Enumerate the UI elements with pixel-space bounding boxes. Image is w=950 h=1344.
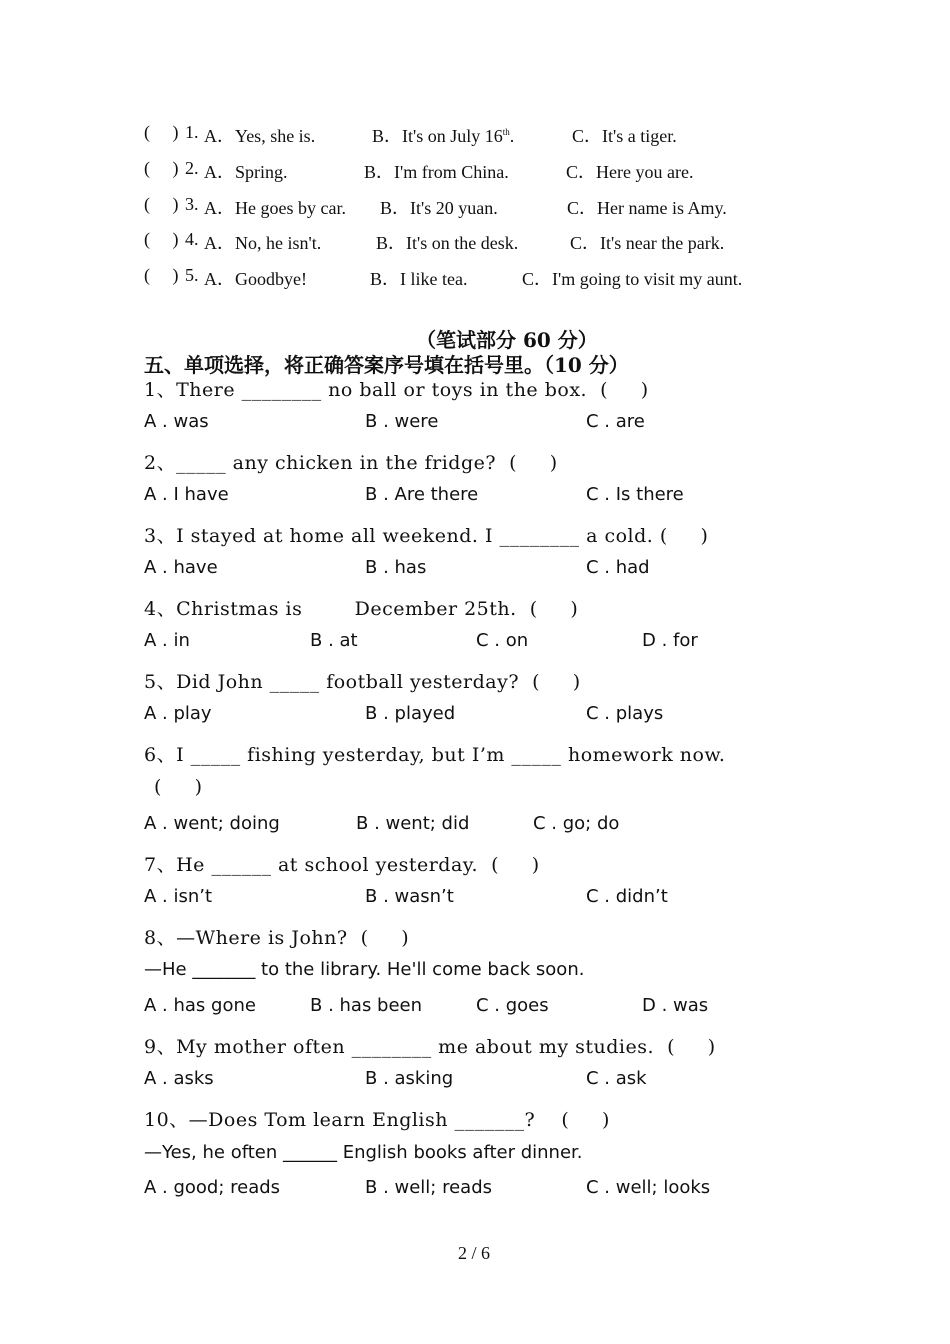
question-number: 5.: [185, 265, 199, 285]
question-text: 3、I stayed at home all weekend. I ________ a cold. ( ): [144, 525, 709, 547]
question-text: 8、—Where is John? ( ): [144, 927, 410, 949]
question-text: 2、_____ any chicken in the fridge? ( ): [144, 452, 558, 474]
option-a: A．No, he isn't.: [204, 233, 322, 253]
option-b: B . Are there: [365, 484, 479, 505]
option-a: A . play: [144, 703, 212, 724]
option-b: B . went; did: [356, 813, 470, 834]
question-text: 5、Did John _____ football yesterday? ( ): [144, 671, 581, 693]
option-a: A . went; doing: [144, 813, 280, 834]
option-c: C．It's a tiger.: [572, 126, 677, 146]
question-response: —Yes, he often ______ English books after dinner.: [144, 1142, 583, 1163]
option-c: C . are: [586, 411, 645, 432]
section-five-title: 五、单项选择，将正确答案序号填在括号里。（10 分）: [144, 353, 629, 377]
option-a: A . have: [144, 557, 218, 578]
answer-bracket: ( ): [144, 194, 179, 214]
option-c: C . on: [476, 630, 529, 651]
question-response: —He _______ to the library. He'll come back soon.: [144, 959, 585, 980]
answer-bracket: ( ): [144, 158, 179, 178]
question-number: 2.: [185, 158, 199, 178]
option-c: C . well; looks: [586, 1177, 711, 1198]
option-a: A . asks: [144, 1068, 214, 1089]
option-a: A . I have: [144, 484, 229, 505]
question-text: 1、There ________ no ball or toys in the box. ( ): [144, 379, 649, 401]
option-b: B . asking: [365, 1068, 454, 1089]
option-b: B．I'm from China.: [364, 162, 509, 182]
option-a: A．He goes by car.: [204, 198, 346, 218]
written-part-title: （笔试部分 60 分）: [416, 328, 598, 352]
option-b: B．It's on July 16th.: [372, 126, 515, 146]
option-a: A . was: [144, 411, 209, 432]
option-c: C . didn’t: [586, 886, 668, 907]
question-number: 4.: [185, 229, 199, 249]
question-text: 6、I _____ fishing yesterday, but I’m _____ homework now.: [144, 744, 726, 766]
answer-bracket: ( ): [144, 122, 179, 142]
option-b: B . were: [365, 411, 439, 432]
option-a: A．Yes, she is.: [204, 126, 316, 146]
option-c: C．Here you are.: [566, 162, 694, 182]
page-number: 2 / 6: [458, 1243, 491, 1263]
option-b: B．It's 20 yuan.: [380, 198, 498, 218]
option-c: C．I'm going to visit my aunt.: [522, 269, 743, 289]
option-b: B．It's on the desk.: [376, 233, 519, 253]
option-a: A . good; reads: [144, 1177, 281, 1198]
option-a: A . isn’t: [144, 886, 213, 907]
option-b: B．I like tea.: [370, 269, 468, 289]
question-text: 9、My mother often ________ me about my studies. ( ): [144, 1036, 716, 1058]
option-c: C . goes: [476, 995, 549, 1016]
option-c: C．Her name is Amy.: [567, 198, 727, 218]
option-b: B . played: [365, 703, 456, 724]
option-b: B . has been: [310, 995, 423, 1016]
question-text: 4、Christmas is December 25th. ( ): [144, 598, 579, 620]
option-b: B . well; reads: [365, 1177, 493, 1198]
answer-bracket: ( ): [154, 776, 203, 798]
option-d: D . for: [642, 630, 698, 651]
option-c: C . go; do: [533, 813, 620, 834]
option-a: A．Goodbye!: [204, 269, 307, 289]
option-d: D . was: [642, 995, 709, 1016]
option-c: C．It's near the park.: [570, 233, 725, 253]
option-a: A . has gone: [144, 995, 256, 1016]
option-a: A．Spring.: [204, 162, 288, 182]
question-number: 3.: [185, 194, 199, 214]
option-a: A . in: [144, 630, 190, 651]
option-c: C . plays: [586, 703, 664, 724]
option-b: B . at: [310, 630, 358, 651]
question-text: 7、He ______ at school yesterday. ( ): [144, 854, 540, 876]
option-c: C . had: [586, 557, 650, 578]
answer-bracket: ( ): [144, 265, 179, 285]
question-text: 10、—Does Tom learn English _______? ( ): [144, 1109, 610, 1131]
option-b: B . wasn’t: [365, 886, 454, 907]
option-c: C . ask: [586, 1068, 647, 1089]
question-number: 1.: [185, 122, 199, 142]
answer-bracket: ( ): [144, 229, 179, 249]
option-b: B . has: [365, 557, 427, 578]
option-c: C . Is there: [586, 484, 684, 505]
